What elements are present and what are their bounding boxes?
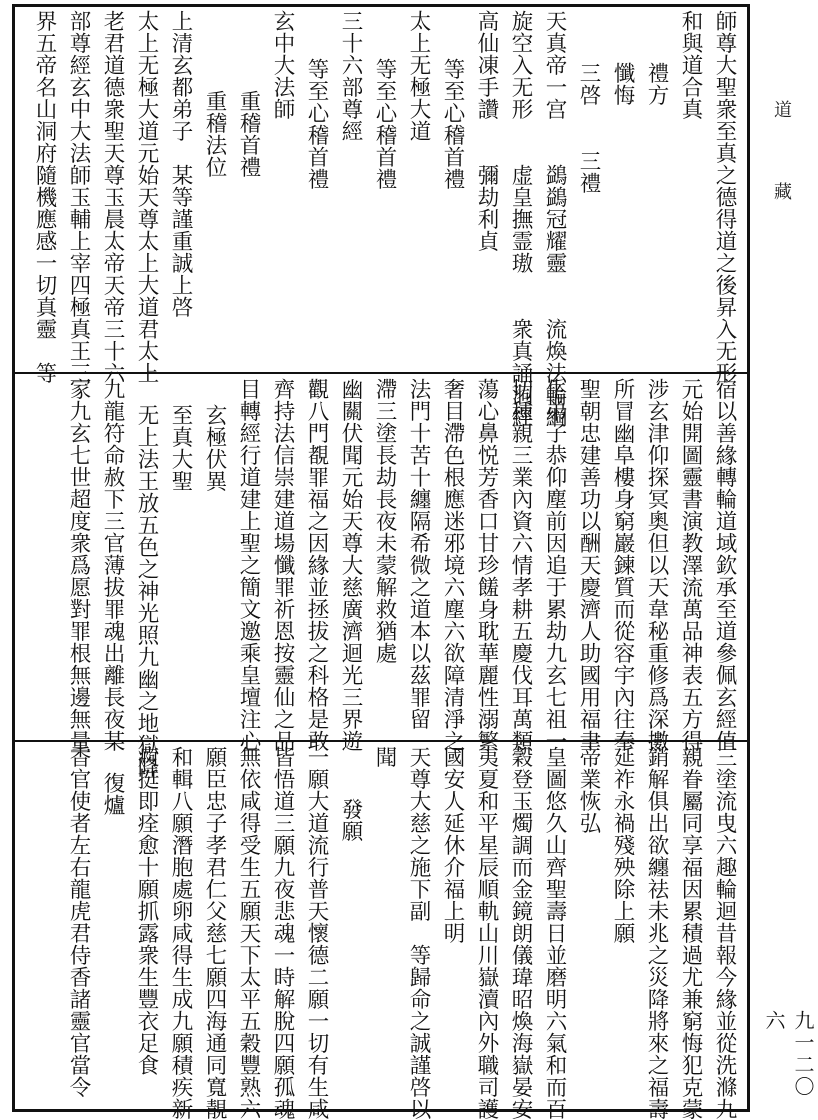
- text-column: 界五帝名山洞府隨機應感一切真靈 等: [32, 10, 57, 384]
- text-column: 太上无極大道: [406, 10, 431, 142]
- margin-collection-char-1: 道: [771, 100, 792, 118]
- text-column: 痾挺即痊愈十願抓露衆生豐衣足食: [134, 746, 159, 1076]
- text-column: 九龍符命赦下三官薄拔罪魂出離長夜某: [100, 378, 125, 752]
- text-column: 无上法王放五色之神光照九幽之地獄降: [134, 404, 159, 778]
- text-column: 三啓 三禮: [576, 62, 601, 194]
- text-column: 上清玄都弟子 某等謹重誠上啓: [168, 10, 193, 318]
- text-column: 奢目滯色根應迷邪境六塵六欲障清淨之: [440, 378, 465, 752]
- margin-collection-char-2: 藏: [771, 182, 792, 200]
- text-column: 天尊大慈之施下副 等歸命之誠謹啓以: [406, 746, 431, 1120]
- text-column: 法門十苦十纏隔希微之道本以茲罪留: [406, 378, 431, 730]
- text-column: 齊持法信崇建道場懺罪祈恩按靈仙之品: [270, 378, 295, 752]
- text-column: 懺悔: [610, 62, 635, 106]
- text-column: 觀八門覩罪福之因緣並拯拔之科格是敢: [304, 378, 329, 752]
- text-panel-top: [18, 10, 744, 428]
- text-column: 銷解俱出欲纏祛未兆之災降將來之福壽: [644, 746, 669, 1120]
- text-column: 至真大聖: [168, 404, 193, 492]
- text-column: 禮方: [644, 62, 669, 106]
- text-column: 國安人延休介福上明: [440, 746, 465, 944]
- text-column: 三塗流曳六趣輪迴昔報今緣並從洗滌九: [712, 746, 737, 1120]
- text-column: 生弟子恭仰塵前因追于累劫九玄七祖一: [542, 378, 567, 752]
- text-column: 發願: [338, 798, 363, 842]
- text-column: 蕩心鼻悦芳香口甘珍饈身耽華麗性溺繁: [474, 378, 499, 752]
- text-column: 元始開圖靈書演教澤流萬品神表五方得: [678, 378, 703, 752]
- text-column: 和輯八願潛胞處卵咸得生成九願積疾新: [168, 746, 193, 1120]
- text-column: 皆悟道三願九夜悲魂一時解脫四願孤魂: [270, 746, 295, 1120]
- text-column: 願臣忠子孝君仁父慈七願四海通同寬靚: [202, 746, 227, 1120]
- text-column: 玄極伏異: [202, 404, 227, 492]
- text-column: 穀登玉燭調而金鏡朗儀瑋昭煥海嶽晏安: [508, 746, 533, 1120]
- text-column: 復爐: [100, 772, 125, 816]
- page-number: 九一二〇六: [762, 1010, 815, 1098]
- text-column: 家九玄七世超度衆爲愿對罪根無邊無量: [66, 378, 91, 752]
- text-column: 天真帝一宫 鷁鷁冠耀靈 流煥法輪綱: [542, 10, 567, 428]
- text-column: 部尊經玄中大法師玉輔上宰四極真王三: [66, 10, 91, 384]
- text-column: 等至心稽首禮: [304, 36, 329, 190]
- text-column: 玄中大法師: [270, 10, 295, 120]
- text-column: 老君道德衆聖天尊玉晨太帝天帝三十六: [100, 10, 125, 384]
- text-column: 目轉經行道建上聖之簡文邀乘皇壇注心: [236, 378, 261, 752]
- text-column: 切種親三業內資六情孝耕五慶伐耳萬類: [508, 378, 533, 752]
- text-column: 和與道合真: [678, 10, 703, 120]
- text-column: 聖朝忠建善功以酬天慶濟人助國用福聿: [576, 378, 601, 752]
- text-column: 所冒幽阜樓身窮巖鍊質而從容宇內往奉: [610, 378, 635, 752]
- text-column: 幽關伏聞元始天尊大慈廣濟迴光三界遊: [338, 378, 363, 752]
- text-column: 太上无極大道元始天尊太上大道君太上: [134, 10, 159, 384]
- text-panel-bottom: [18, 746, 744, 1120]
- text-column: 帝業恢弘: [576, 746, 601, 834]
- text-column: 宿以善緣轉輪道域欽承至道參佩玄經值: [712, 378, 737, 752]
- text-column: 親眷屬同享福因累積過尤兼窮悔犯克蒙: [678, 746, 703, 1120]
- text-column: 高仙凍手讚 彌劫利貞: [474, 10, 499, 252]
- text-column: 無依咸得受生五願天下太平五穀豐熟六: [236, 746, 261, 1120]
- text-column: 重稽首禮: [236, 90, 261, 178]
- text-panel-middle: [18, 378, 744, 778]
- text-column: 涉玄津仰探冥奧但以天韋秘重修爲深擻: [644, 378, 669, 752]
- text-column: 滯三塗長劫長夜未蒙解救猶處: [372, 378, 397, 664]
- text-column: 等至心稽首禮: [372, 36, 397, 190]
- text-column: 一願大道流行普天懷德二願一切有生咸: [304, 746, 329, 1120]
- text-column: 夷夏和平星辰順軌山川嶽瀆內外職司護: [474, 746, 499, 1120]
- text-column: 重稽法位: [202, 90, 227, 178]
- text-column: 皇圖悠久山齊聖壽日並磨明六氣和而百: [542, 746, 567, 1120]
- text-column: 聞: [372, 746, 397, 768]
- text-column: 三十六部尊經: [338, 10, 363, 142]
- text-column: 等至心稽首禮: [440, 36, 465, 190]
- text-column: 師尊大聖衆至真之德得道之後昇入无形: [712, 10, 737, 384]
- text-column: 旋空入无形 虚皇撫霊璈 衆真誦洞經: [508, 10, 533, 428]
- text-column: 延祚永禍殘殃除上願: [610, 746, 635, 944]
- text-column: 香官使者左右龍虎君侍香諸靈官當令: [66, 746, 91, 1098]
